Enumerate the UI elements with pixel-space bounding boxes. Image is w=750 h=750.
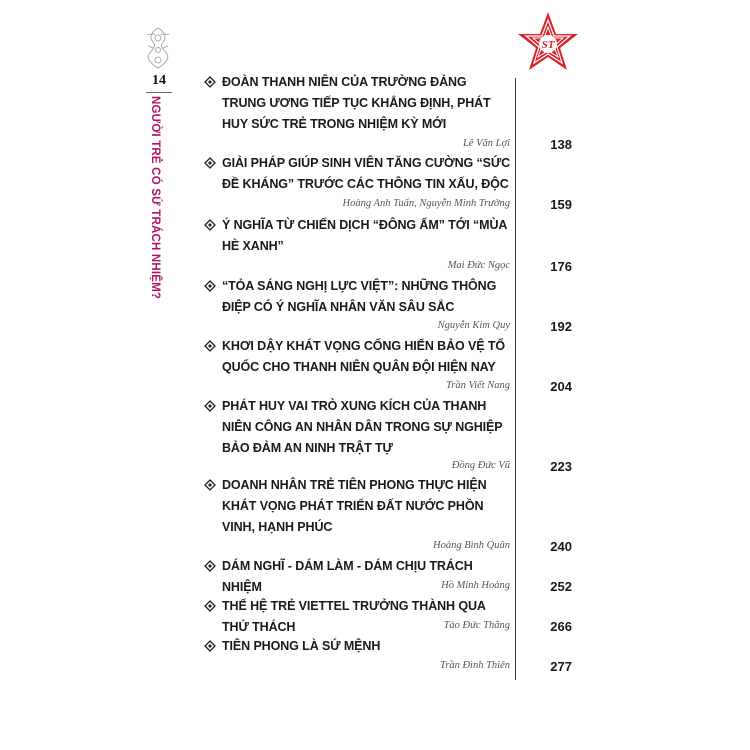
toc-entry-title: DOANH NHÂN TRẺ TIÊN PHONG THỰC HIỆN KHÁT VỌNG PHÁT TRIỂN ĐẤT NƯỚC PHỒN VINH, HẠNH PHÚC: [222, 478, 487, 534]
diamond-bullet-icon: [204, 600, 216, 612]
logo-text: ST: [541, 39, 555, 51]
diamond-bullet-icon: [204, 76, 216, 88]
toc-entry-page: 277: [550, 659, 572, 674]
toc-entry-title: Ý NGHĨA TỪ CHIẾN DỊCH “ĐÔNG ẤM” TỚI “MÙA HÈ XANH”: [222, 218, 507, 253]
toc-entry-title: DÁM NGHĨ - DÁM LÀM - DÁM CHỊU TRÁCH NHIỆM: [222, 559, 473, 594]
toc-entry-title: “TỎA SÁNG NGHỊ LỰC VIỆT”: NHỮNG THÔNG ĐIỆP CÓ Ý NGHĨA NHÂN VĂN SÂU SẮC: [222, 279, 497, 314]
toc-entry-title: THẾ HỆ TRẺ VIETTEL TRƯỞNG THÀNH QUA THỬ THÁCH: [222, 599, 486, 634]
running-title: NGƯỜI TRẺ CÓ SỨ TRÁCH NHIỆM?: [149, 96, 161, 300]
diamond-bullet-icon: [204, 640, 216, 652]
toc-entry-author: Hoàng Bình Quân: [433, 540, 510, 551]
diamond-bullet-icon: [204, 340, 216, 352]
toc-entry-page: 240: [550, 539, 572, 554]
toc-entry-title: ĐOÀN THANH NIÊN CỦA TRƯỜNG ĐẢNG TRUNG ƯƠNG TIẾP TỤC KHẲNG ĐỊNH, PHÁT HUY SỨC TRẺ TRONG NHIỆM KỲ MỚI: [222, 75, 491, 131]
toc-entry-page: 176: [550, 259, 572, 274]
toc-entry-author: Nguyễn Kim Quy: [437, 320, 510, 331]
diamond-bullet-icon: [204, 157, 216, 169]
toc-entry-page: 266: [550, 619, 572, 634]
toc-entry-title: KHƠI DẬY KHÁT VỌNG CỐNG HIẾN BẢO VỆ TỔ QUỐC CHO THANH NIÊN QUÂN ĐỘI HIỆN NAY: [222, 339, 506, 374]
toc-entry-author: Mai Đức Ngọc: [447, 260, 510, 271]
diamond-bullet-icon: [204, 479, 216, 491]
toc-entry-title: TIÊN PHONG LÀ SỨ MỆNH: [222, 639, 381, 653]
toc-entry-page: 192: [550, 319, 572, 334]
toc-entry-author: Tào Đức Thắng: [443, 620, 510, 631]
toc-entry-author: Đồng Đức Vũ: [451, 460, 510, 471]
diamond-bullet-icon: [204, 560, 216, 572]
diamond-bullet-icon: [204, 219, 216, 231]
toc-entry-author: Hồ Minh Hoàng: [441, 580, 510, 591]
toc-entry-author: Trần Đình Thiên: [439, 660, 510, 671]
toc-entry-page: 204: [550, 379, 572, 394]
toc-entry-page: 252: [550, 579, 572, 594]
toc-entry-author: Hoàng Anh Tuấn, Nguyễn Minh Trường: [342, 198, 510, 209]
toc-entry-title: PHÁT HUY VAI TRÒ XUNG KÍCH CỦA THANH NIÊN CÔNG AN NHÂN DÂN TRONG SỰ NGHIỆP BẢO ĐẢM AN NINH TRẬT TỰ: [222, 399, 503, 455]
toc-entry-page: 159: [550, 197, 572, 212]
toc-entry-author: Trần Viết Nang: [446, 380, 510, 391]
diamond-bullet-icon: [204, 400, 216, 412]
toc-entry-page: 223: [550, 459, 572, 474]
toc-entry-author: Lê Văn Lợi: [462, 138, 510, 149]
toc-entry-title: GIẢI PHÁP GIÚP SINH VIÊN TĂNG CƯỜNG “SỨC ĐỀ KHÁNG” TRƯỚC CÁC THÔNG TIN XẤU, ĐỘC: [222, 156, 511, 191]
toc-entry-page: 138: [550, 137, 572, 152]
page-number: 14: [152, 73, 166, 88]
diamond-bullet-icon: [204, 280, 216, 292]
